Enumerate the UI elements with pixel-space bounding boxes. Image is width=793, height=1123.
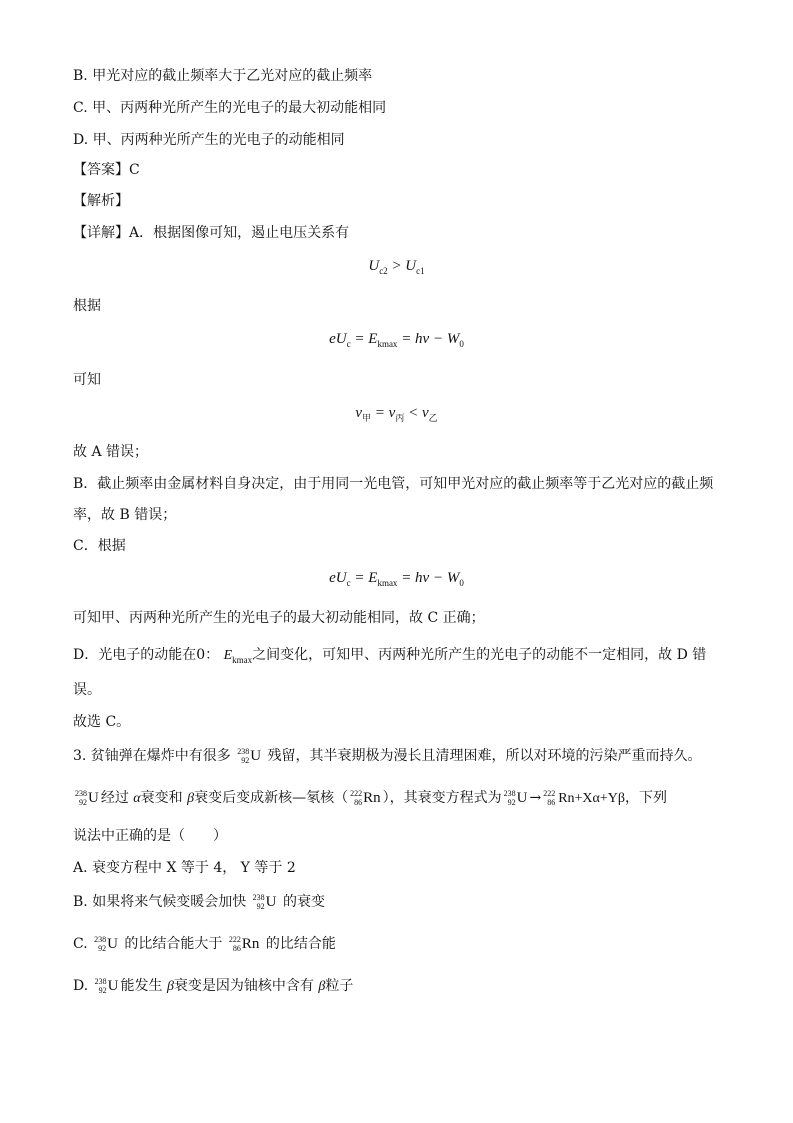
answer-line: [73, 160, 140, 180]
q3-stem: [73, 746, 702, 766]
option-d: D. 甲、丙两种光所产生的光电子的动能相同: [73, 132, 345, 148]
uranium-238-nuclide: 238 92 U: [75, 789, 99, 807]
radon-222-nuclide: 222 86 Rn: [350, 789, 381, 807]
option-b: B. 甲光对应的截止频率大于乙光对应的截止频率: [73, 68, 373, 84]
uranium-238-nuclide: 238 92 U: [237, 747, 262, 765]
arrow: →: [529, 790, 542, 806]
radon-mass-charge: 222 86: [543, 789, 556, 807]
detail-a-text: A．根据图像可知，遏止电压关系有: [129, 225, 350, 241]
answer-value: C: [129, 162, 140, 178]
detail-tag: 【详解】: [73, 225, 129, 241]
q3-line-3: 说法中正确的是（ ）: [73, 828, 227, 844]
uranium-238-nuclide: 238 92 U: [94, 935, 118, 953]
gen-ju-1: 根据: [73, 298, 101, 314]
c-conclude: 可知甲、丙两种光所产生的光电子的最大初动能相同，故 C 正确；: [73, 610, 485, 626]
option-c: C. 甲、丙两种光所产生的光电子的最大初动能相同: [73, 100, 387, 116]
d-line-1-a: D．光电子的动能在: [73, 647, 197, 663]
q3-stem-a: 3. 贫铀弹在爆炸中有很多: [73, 748, 231, 764]
q3-option-d: D. 238 92 U 能发生 β衰变是因为铀核中含有 β粒子: [73, 977, 354, 995]
formula-einstein-2: $eU_c = E_{kmax} = h\nu - W_0$: [329, 570, 464, 588]
radon-222-nuclide: 222 86 Rn: [228, 935, 260, 953]
uranium-238-nuclide: 238 92 U: [94, 977, 119, 995]
detail-a-line: [73, 223, 349, 243]
ekmax-symbol: $E_{kmax}$: [223, 648, 253, 665]
q3-option-c: C. 238 92 U 的比结合能大于 222 86 Rn 的比结合能: [73, 935, 336, 953]
analysis-tag: 【解析】: [73, 193, 129, 209]
uranium-238-nuclide: 238 92 U: [252, 893, 277, 911]
d-range-start: 0：: [196, 647, 220, 663]
d-line-1: [73, 645, 706, 670]
beta-symbol: β: [187, 791, 195, 806]
answer-tag: 【答案】: [73, 162, 129, 178]
q3-option-a: A. 衰变方程中 X 等于 4， Y 等于 2: [73, 860, 296, 876]
formula-einstein-1: $eU_c = E_{kmax} = h\nu - W_0$: [329, 331, 464, 349]
ke-zhi: 可知: [73, 372, 101, 388]
formula-uc-relation: $U_{c2} > U_{c1}$: [368, 258, 425, 276]
formula-frequency: $\nu_甲 = \nu_丙 < \nu_乙$: [355, 405, 438, 423]
final-answer: 故选 C。: [73, 714, 131, 730]
q3-line-2: 238 92 U 经过 α衰变和 β衰变后变成新核—氡核（ 222 86 Rn ），其衰变方程式为 238 92 U → 222 86 Rn+Xα+Yβ，下列: [75, 789, 667, 807]
b-line-2: 率，故 B 错误；: [73, 507, 177, 523]
alpha-symbol: α: [133, 791, 141, 806]
q3-option-b: B. 如果将来气候变暖会加快 238 92 U 的衰变: [73, 893, 325, 911]
conclude-a: 故 A 错误；: [73, 444, 149, 460]
beta-symbol: β: [166, 979, 174, 994]
d-line-1-c: 之间变化，可知甲、丙两种光所产生的光电子的动能不一定相同，故 D 错: [252, 647, 707, 663]
beta-symbol: β: [318, 979, 326, 994]
b-line-1: B．截止频率由金属材料自身决定，由于用同一光电管，可知甲光对应的截止频率等于乙光对应的截止频: [73, 476, 714, 492]
q3-stem-b: 残留，其半衰期极为漫长且清理困难，所以对环境的污染严重而持久。: [267, 748, 702, 764]
c-line: C．根据: [73, 538, 126, 554]
uranium-238-nuclide: 238 92 U: [503, 789, 528, 807]
d-line-2: 误。: [73, 682, 101, 698]
